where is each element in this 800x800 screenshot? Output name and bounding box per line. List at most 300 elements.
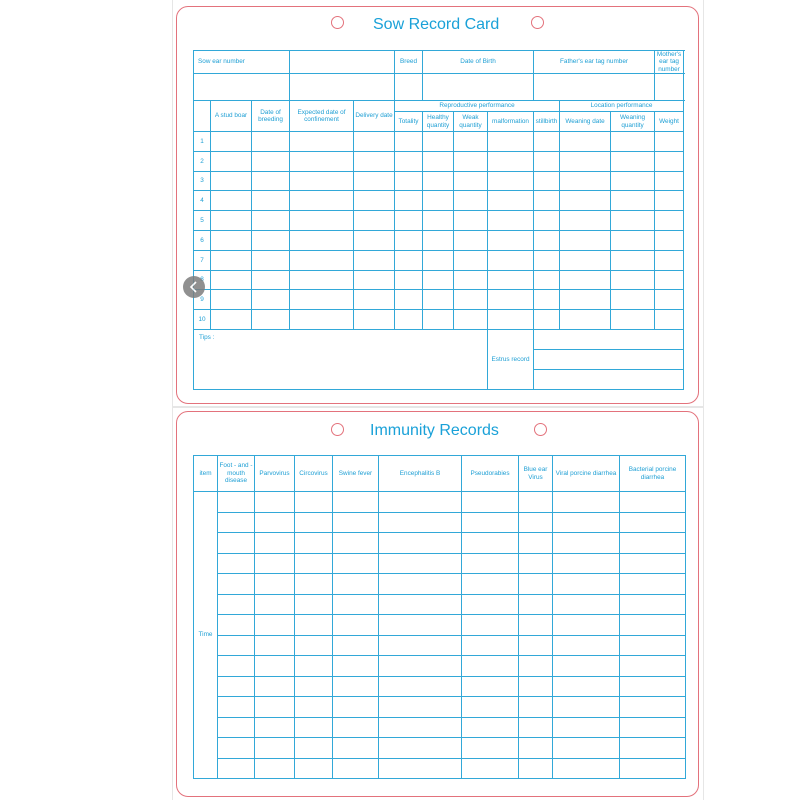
immunity-cell[interactable] xyxy=(620,676,686,697)
row-number: 10 xyxy=(194,310,211,330)
immunity-cell[interactable] xyxy=(333,676,379,697)
immunity-cell[interactable] xyxy=(620,533,686,554)
immunity-cell[interactable] xyxy=(379,553,462,574)
record-cell[interactable] xyxy=(395,250,423,270)
immunity-cell[interactable] xyxy=(295,492,333,513)
immunity-cell[interactable] xyxy=(620,512,686,533)
immunity-cell[interactable] xyxy=(218,512,255,533)
record-cell[interactable] xyxy=(454,310,488,330)
record-cell[interactable] xyxy=(454,250,488,270)
record-cell[interactable] xyxy=(395,270,423,290)
record-cell[interactable] xyxy=(252,270,290,290)
viral-diarrhea-header: Viral porcine diarrhea xyxy=(553,456,620,492)
record-cell[interactable] xyxy=(354,191,395,211)
immunity-cell[interactable] xyxy=(379,697,462,718)
record-cell[interactable] xyxy=(252,250,290,270)
row-number: 1 xyxy=(194,132,211,152)
record-cell[interactable] xyxy=(395,231,423,251)
immunity-cell[interactable] xyxy=(553,676,620,697)
record-cell[interactable] xyxy=(354,151,395,171)
immunity-cell[interactable] xyxy=(519,574,553,595)
immunity-cell[interactable] xyxy=(462,635,519,656)
immunity-cell[interactable] xyxy=(553,553,620,574)
immunity-cell[interactable] xyxy=(333,594,379,615)
immunity-cell[interactable] xyxy=(255,697,295,718)
immunity-cell[interactable] xyxy=(333,553,379,574)
immunity-cell[interactable] xyxy=(519,738,553,759)
record-cell[interactable] xyxy=(560,151,611,171)
bacterial-diarrhea-header: Bacterial porcine diarrhea xyxy=(620,456,686,492)
immunity-cell[interactable] xyxy=(218,553,255,574)
record-cell[interactable] xyxy=(354,211,395,231)
reproductive-performance-header: Reproductive performance xyxy=(395,101,560,112)
date-of-birth-value[interactable] xyxy=(423,74,534,101)
immunity-cell[interactable] xyxy=(553,697,620,718)
record-cell[interactable] xyxy=(560,132,611,152)
immunity-cell[interactable] xyxy=(519,533,553,554)
record-cell[interactable] xyxy=(252,151,290,171)
record-cell[interactable] xyxy=(211,132,252,152)
record-cell[interactable] xyxy=(211,250,252,270)
immunity-cell[interactable] xyxy=(218,738,255,759)
sow-record-row xyxy=(194,250,684,270)
record-cell[interactable] xyxy=(423,132,454,152)
record-cell[interactable] xyxy=(488,290,534,310)
immunity-cell[interactable] xyxy=(333,512,379,533)
immunity-cell[interactable] xyxy=(462,697,519,718)
immunity-cell[interactable] xyxy=(218,717,255,738)
record-cell[interactable] xyxy=(454,211,488,231)
immunity-cell[interactable] xyxy=(519,676,553,697)
record-cell[interactable] xyxy=(423,171,454,191)
breed-label: Breed xyxy=(395,51,423,74)
immunity-cell[interactable] xyxy=(218,676,255,697)
record-cell[interactable] xyxy=(454,270,488,290)
record-cell[interactable] xyxy=(423,151,454,171)
stillbirth-header: stillbirth xyxy=(534,112,560,132)
immunity-cell[interactable] xyxy=(379,492,462,513)
record-cell[interactable] xyxy=(611,151,655,171)
record-cell[interactable] xyxy=(488,310,534,330)
record-cell[interactable] xyxy=(423,290,454,310)
record-cell[interactable] xyxy=(354,231,395,251)
immunity-row xyxy=(194,758,686,779)
mother-ear-tag-value[interactable] xyxy=(655,74,684,101)
record-cell[interactable] xyxy=(560,290,611,310)
previous-image-button[interactable] xyxy=(183,276,205,298)
immunity-cell[interactable] xyxy=(620,738,686,759)
immunity-cell[interactable] xyxy=(255,635,295,656)
immunity-cell[interactable] xyxy=(519,697,553,718)
immunity-cell[interactable] xyxy=(553,758,620,779)
record-cell[interactable] xyxy=(252,290,290,310)
immunity-cell[interactable] xyxy=(333,533,379,554)
immunity-cell[interactable] xyxy=(255,676,295,697)
immunity-cell[interactable] xyxy=(218,533,255,554)
immunity-cell[interactable] xyxy=(462,615,519,636)
record-cell[interactable] xyxy=(211,231,252,251)
record-cell[interactable] xyxy=(423,270,454,290)
record-cell[interactable] xyxy=(655,132,684,152)
immunity-cell[interactable] xyxy=(519,758,553,779)
immunity-cell[interactable] xyxy=(255,492,295,513)
immunity-cell[interactable] xyxy=(255,533,295,554)
immunity-cell[interactable] xyxy=(255,594,295,615)
record-cell[interactable] xyxy=(534,171,560,191)
record-cell[interactable] xyxy=(488,132,534,152)
stud-boar-header: A stud boar xyxy=(211,101,252,132)
immunity-cell[interactable] xyxy=(519,615,553,636)
immunity-cell[interactable] xyxy=(333,717,379,738)
immunity-cell[interactable] xyxy=(553,738,620,759)
breed-value[interactable] xyxy=(395,74,423,101)
immunity-cell[interactable] xyxy=(462,738,519,759)
sow-record-row xyxy=(194,151,684,171)
record-cell[interactable] xyxy=(395,151,423,171)
record-cell[interactable] xyxy=(423,211,454,231)
immunity-cell[interactable] xyxy=(295,758,333,779)
circovirus-header: Circovirus xyxy=(295,456,333,492)
immunity-cell[interactable] xyxy=(295,656,333,677)
immunity-cell[interactable] xyxy=(218,697,255,718)
record-cell[interactable] xyxy=(560,270,611,290)
row-number: 3 xyxy=(194,171,211,191)
immunity-cell[interactable] xyxy=(218,574,255,595)
father-ear-tag-label: Father's ear tag number xyxy=(534,51,655,74)
sow-record-row xyxy=(194,231,684,251)
weaning-quantity-header: Weaning quantity xyxy=(611,112,655,132)
immunity-cell[interactable] xyxy=(379,656,462,677)
record-cell[interactable] xyxy=(611,211,655,231)
immunity-cell[interactable] xyxy=(333,758,379,779)
record-cell[interactable] xyxy=(290,231,354,251)
immunity-cell[interactable] xyxy=(462,553,519,574)
record-cell[interactable] xyxy=(211,191,252,211)
totality-header: Totality xyxy=(395,112,423,132)
immunity-cell[interactable] xyxy=(379,615,462,636)
immunity-cell[interactable] xyxy=(295,676,333,697)
immunity-cell[interactable] xyxy=(295,553,333,574)
record-cell[interactable] xyxy=(655,171,684,191)
immunity-cell[interactable] xyxy=(255,738,295,759)
sow-card-title: Sow Record Card xyxy=(373,16,500,33)
row-number: 2 xyxy=(194,151,211,171)
immunity-cell[interactable] xyxy=(295,615,333,636)
immunity-cell[interactable] xyxy=(620,635,686,656)
immunity-row xyxy=(194,717,686,738)
immunity-cell[interactable] xyxy=(620,697,686,718)
record-cell[interactable] xyxy=(423,231,454,251)
record-cell[interactable] xyxy=(534,270,560,290)
immunity-row xyxy=(194,512,686,533)
immunity-cell[interactable] xyxy=(553,615,620,636)
record-cell[interactable] xyxy=(252,171,290,191)
immunity-cell[interactable] xyxy=(218,656,255,677)
immunity-cell[interactable] xyxy=(462,594,519,615)
immunity-cell[interactable] xyxy=(379,512,462,533)
record-cell[interactable] xyxy=(611,231,655,251)
record-cell[interactable] xyxy=(454,290,488,310)
immunity-cell[interactable] xyxy=(462,758,519,779)
immunity-cell[interactable] xyxy=(255,656,295,677)
immunity-cell[interactable] xyxy=(519,492,553,513)
estrus-record-line-1[interactable] xyxy=(534,330,684,350)
record-cell[interactable] xyxy=(252,211,290,231)
immunity-cell[interactable] xyxy=(379,574,462,595)
record-cell[interactable] xyxy=(354,171,395,191)
immunity-cell[interactable] xyxy=(379,676,462,697)
punch-hole-left xyxy=(331,423,344,436)
record-cell[interactable] xyxy=(488,151,534,171)
immunity-cell[interactable] xyxy=(620,553,686,574)
immunity-cell[interactable] xyxy=(295,512,333,533)
tips-field[interactable]: Tips : xyxy=(194,330,488,390)
record-cell[interactable] xyxy=(290,310,354,330)
immunity-cell[interactable] xyxy=(218,594,255,615)
immunity-card-title: Immunity Records xyxy=(370,422,499,439)
record-cell[interactable] xyxy=(488,250,534,270)
immunity-cell[interactable] xyxy=(519,656,553,677)
record-cell[interactable] xyxy=(488,231,534,251)
record-cell[interactable] xyxy=(252,191,290,211)
immunity-cell[interactable] xyxy=(379,594,462,615)
immunity-cell[interactable] xyxy=(553,635,620,656)
immunity-cell[interactable] xyxy=(553,512,620,533)
sow-ear-number-field[interactable] xyxy=(290,51,395,74)
immunity-cell[interactable] xyxy=(255,717,295,738)
immunity-cell[interactable] xyxy=(620,656,686,677)
mother-ear-tag-label: Mother's ear tag number xyxy=(655,51,684,74)
immunity-cell[interactable] xyxy=(333,615,379,636)
record-cell[interactable] xyxy=(655,250,684,270)
record-cell[interactable] xyxy=(211,211,252,231)
record-cell[interactable] xyxy=(488,211,534,231)
immunity-cell[interactable] xyxy=(553,574,620,595)
immunity-cell[interactable] xyxy=(519,553,553,574)
immunity-cell[interactable] xyxy=(255,758,295,779)
record-cell[interactable] xyxy=(655,211,684,231)
sow-ear-number-value[interactable] xyxy=(194,74,290,101)
record-cell[interactable] xyxy=(395,171,423,191)
record-cell[interactable] xyxy=(534,211,560,231)
record-cell[interactable] xyxy=(611,250,655,270)
record-cell[interactable] xyxy=(354,132,395,152)
immunity-cell[interactable] xyxy=(519,594,553,615)
father-ear-tag-value[interactable] xyxy=(534,74,655,101)
immunity-cell[interactable] xyxy=(218,635,255,656)
record-cell[interactable] xyxy=(395,310,423,330)
record-cell[interactable] xyxy=(488,270,534,290)
record-cell[interactable] xyxy=(395,290,423,310)
record-cell[interactable] xyxy=(534,250,560,270)
record-cell[interactable] xyxy=(560,211,611,231)
immunity-cell[interactable] xyxy=(620,717,686,738)
record-cell[interactable] xyxy=(211,290,252,310)
record-cell[interactable] xyxy=(211,151,252,171)
row-number: 9 xyxy=(194,290,211,310)
record-cell[interactable] xyxy=(534,290,560,310)
immunity-row xyxy=(194,574,686,595)
record-cell[interactable] xyxy=(395,191,423,211)
record-cell[interactable] xyxy=(454,132,488,152)
immunity-cell[interactable] xyxy=(462,574,519,595)
record-cell[interactable] xyxy=(211,171,252,191)
immunity-cell[interactable] xyxy=(295,533,333,554)
record-cell[interactable] xyxy=(560,191,611,211)
record-cell[interactable] xyxy=(534,231,560,251)
immunity-cell[interactable] xyxy=(379,533,462,554)
record-cell[interactable] xyxy=(454,171,488,191)
immunity-cell[interactable] xyxy=(379,738,462,759)
record-cell[interactable] xyxy=(454,231,488,251)
record-cell[interactable] xyxy=(534,310,560,330)
record-cell[interactable] xyxy=(655,231,684,251)
record-cell[interactable] xyxy=(211,270,252,290)
record-cell[interactable] xyxy=(611,132,655,152)
sow-record-sheet xyxy=(173,0,703,406)
immunity-cell[interactable] xyxy=(553,594,620,615)
item-header: item xyxy=(194,456,218,492)
sow-record-row xyxy=(194,191,684,211)
immunity-cell[interactable] xyxy=(519,717,553,738)
immunity-cell[interactable] xyxy=(379,717,462,738)
immunity-cell[interactable] xyxy=(620,492,686,513)
record-cell[interactable] xyxy=(560,250,611,270)
record-cell[interactable] xyxy=(211,310,252,330)
immunity-cell[interactable] xyxy=(333,697,379,718)
immunity-cell[interactable] xyxy=(462,492,519,513)
record-cell[interactable] xyxy=(534,151,560,171)
immunity-cell[interactable] xyxy=(462,512,519,533)
record-cell[interactable] xyxy=(655,151,684,171)
immunity-cell[interactable] xyxy=(295,635,333,656)
immunity-cell[interactable] xyxy=(218,758,255,779)
record-cell[interactable] xyxy=(611,191,655,211)
record-cell[interactable] xyxy=(454,151,488,171)
immunity-cell[interactable] xyxy=(620,758,686,779)
parvovirus-header: Parvovirus xyxy=(255,456,295,492)
record-cell[interactable] xyxy=(534,191,560,211)
record-cell[interactable] xyxy=(354,270,395,290)
record-cell[interactable] xyxy=(354,250,395,270)
record-cell[interactable] xyxy=(454,191,488,211)
record-cell[interactable] xyxy=(655,270,684,290)
immunity-cell[interactable] xyxy=(379,635,462,656)
weaning-date-header: Weaning date xyxy=(560,112,611,132)
immunity-cell[interactable] xyxy=(462,533,519,554)
record-cell[interactable] xyxy=(655,310,684,330)
record-cell[interactable] xyxy=(655,191,684,211)
record-cell[interactable] xyxy=(560,171,611,191)
record-cell[interactable] xyxy=(290,250,354,270)
expected-confinement-header: Expected date of confinement xyxy=(290,101,354,132)
immunity-cell[interactable] xyxy=(255,553,295,574)
record-cell[interactable] xyxy=(395,211,423,231)
immunity-cell[interactable] xyxy=(519,512,553,533)
record-cell[interactable] xyxy=(560,231,611,251)
record-cell[interactable] xyxy=(395,132,423,152)
record-cell[interactable] xyxy=(611,310,655,330)
record-cell[interactable] xyxy=(655,290,684,310)
immunity-row xyxy=(194,492,686,513)
immunity-cell[interactable] xyxy=(218,615,255,636)
record-cell[interactable] xyxy=(290,171,354,191)
record-cell[interactable] xyxy=(611,290,655,310)
immunity-cell[interactable] xyxy=(333,635,379,656)
record-cell[interactable] xyxy=(423,250,454,270)
immunity-cell[interactable] xyxy=(620,594,686,615)
immunity-row xyxy=(194,553,686,574)
record-cell[interactable] xyxy=(423,191,454,211)
immunity-cell[interactable] xyxy=(333,492,379,513)
record-cell[interactable] xyxy=(252,231,290,251)
immunity-cell[interactable] xyxy=(295,697,333,718)
record-cell[interactable] xyxy=(423,310,454,330)
immunity-cell[interactable] xyxy=(462,676,519,697)
immunity-cell[interactable] xyxy=(295,594,333,615)
estrus-record-line-3[interactable] xyxy=(534,370,684,390)
immunity-cell[interactable] xyxy=(295,574,333,595)
immunity-cell[interactable] xyxy=(553,533,620,554)
immunity-row xyxy=(194,676,686,697)
immunity-cell[interactable] xyxy=(333,656,379,677)
record-cell[interactable] xyxy=(252,310,290,330)
record-cell[interactable] xyxy=(354,290,395,310)
record-cell[interactable] xyxy=(290,132,354,152)
immunity-cell[interactable] xyxy=(553,656,620,677)
record-cell[interactable] xyxy=(611,171,655,191)
immunity-cell[interactable] xyxy=(218,492,255,513)
immunity-cell[interactable] xyxy=(553,492,620,513)
immunity-cell[interactable] xyxy=(462,656,519,677)
time-label: Time xyxy=(194,492,218,779)
punch-hole-right xyxy=(531,16,544,29)
sow-record-row xyxy=(194,171,684,191)
immunity-cell[interactable] xyxy=(255,512,295,533)
immunity-cell[interactable] xyxy=(295,717,333,738)
immunity-cell[interactable] xyxy=(379,758,462,779)
record-cell[interactable] xyxy=(252,132,290,152)
record-cell[interactable] xyxy=(290,191,354,211)
record-cell[interactable] xyxy=(488,191,534,211)
immunity-cell[interactable] xyxy=(333,574,379,595)
record-cell[interactable] xyxy=(488,171,534,191)
immunity-cell[interactable] xyxy=(255,615,295,636)
weak-quantity-header: Weak quantity xyxy=(454,112,488,132)
estrus-record-line-2[interactable] xyxy=(534,350,684,370)
record-cell[interactable] xyxy=(560,310,611,330)
immunity-cell[interactable] xyxy=(255,574,295,595)
record-cell[interactable] xyxy=(534,132,560,152)
date-of-birth-label: Date of Birth xyxy=(423,51,534,74)
immunity-cell[interactable] xyxy=(553,717,620,738)
immunity-cell[interactable] xyxy=(295,738,333,759)
immunity-cell[interactable] xyxy=(333,738,379,759)
record-cell[interactable] xyxy=(290,290,354,310)
record-cell[interactable] xyxy=(290,270,354,290)
sow-ear-number-value-b[interactable] xyxy=(290,74,395,101)
immunity-cell[interactable] xyxy=(462,717,519,738)
malformation-header: malformation xyxy=(488,112,534,132)
immunity-cell[interactable] xyxy=(620,615,686,636)
record-cell[interactable] xyxy=(290,151,354,171)
immunity-cell[interactable] xyxy=(519,635,553,656)
immunity-cell[interactable] xyxy=(620,574,686,595)
immunity-row xyxy=(194,656,686,677)
record-cell[interactable] xyxy=(354,310,395,330)
record-cell[interactable] xyxy=(611,270,655,290)
record-cell[interactable] xyxy=(290,211,354,231)
